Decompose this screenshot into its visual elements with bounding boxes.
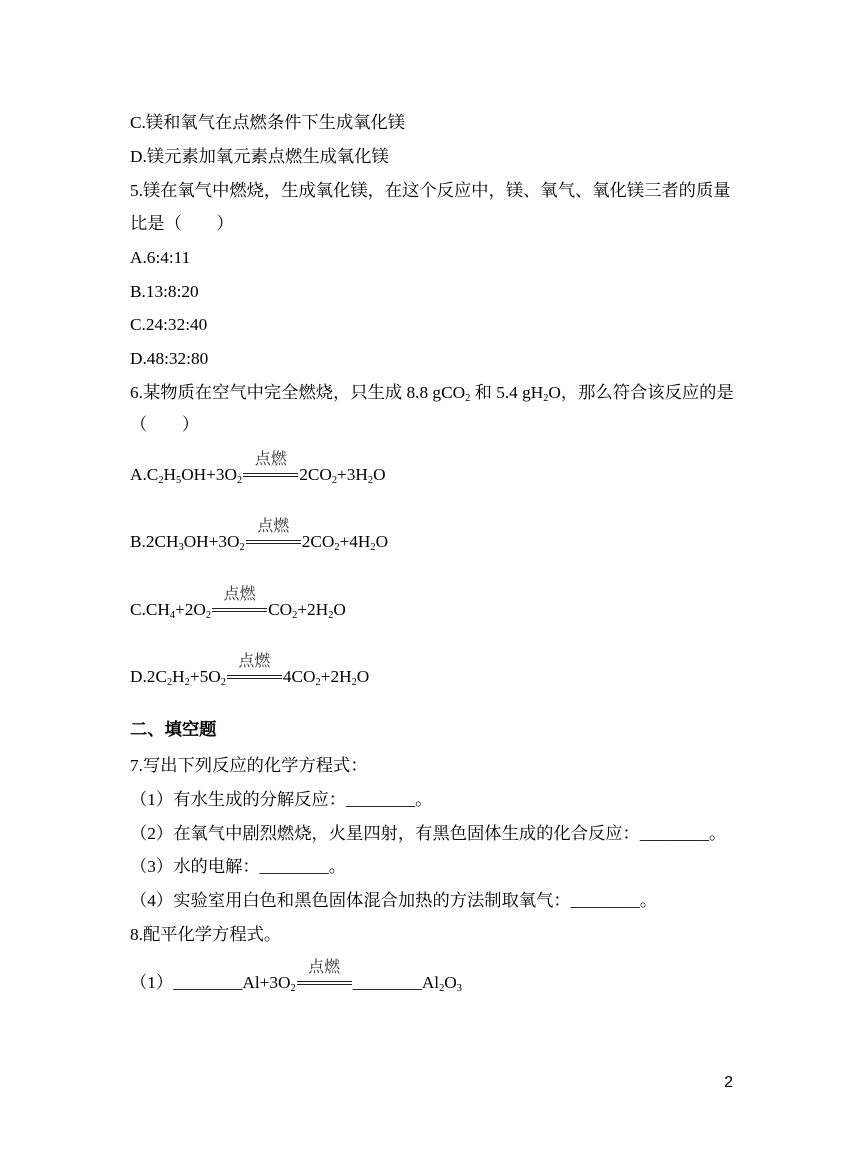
equation-products <box>422 973 462 992</box>
subscript: 2 <box>351 676 357 688</box>
equation-reactants <box>242 973 295 992</box>
formula-text: O，那么符合该反应的是 <box>548 383 734 402</box>
answer-blank: ________ <box>346 790 416 809</box>
subscript: 2 <box>290 982 296 994</box>
answer-blank: ________ <box>639 824 709 843</box>
condition-label: 点燃 <box>223 586 256 603</box>
formula-text: B.2CH <box>130 532 179 551</box>
item-end-punctuation: 。 <box>708 824 727 843</box>
formula-text: H <box>163 465 176 484</box>
double-line-yields-sign <box>227 675 282 679</box>
equation-reactants <box>130 532 245 551</box>
equation-products <box>268 600 346 619</box>
item-prompt: 在氧气中剧烈燃烧，火星四射，有黑色固体生成的化合反应： <box>173 824 640 843</box>
formula-text: C.CH <box>130 600 170 619</box>
formula-text: 2CO <box>301 532 335 551</box>
formula-text: O <box>375 532 389 551</box>
formula-text: +3H <box>337 465 368 484</box>
subscript: 2 <box>465 392 471 404</box>
subscript: 2 <box>315 676 321 688</box>
answer-blank: ________ <box>259 857 329 876</box>
question-5-option-c: C.24:32:40 <box>130 315 208 334</box>
question-5-stem-continued: 比是（ ） <box>130 214 234 233</box>
item-prompt: 实验室用白色和黑色固体混合加热的方法制取氧气： <box>173 891 571 910</box>
subscript: 2 <box>184 676 190 688</box>
subscript: 2 <box>239 541 245 553</box>
question-5-stem: 5.镁在氧气中燃烧，生成氧化镁，在这个反应中，镁、氧气、氧化镁三者的质量 <box>130 181 731 200</box>
formula-text: Al+3O <box>242 973 291 992</box>
formula-text: 4CO <box>282 667 316 686</box>
subscript: 2 <box>292 609 298 621</box>
condition-label: 点燃 <box>308 959 341 976</box>
formula-text: OH+3O <box>183 532 240 551</box>
question-6-option-d <box>130 653 730 694</box>
question-7-item-3 <box>130 850 730 884</box>
equation-reactants <box>130 600 211 619</box>
item-label: （1） <box>130 790 174 809</box>
formula-text: Al <box>421 973 440 992</box>
item-label: （1） <box>130 973 174 992</box>
question-8-item-1 <box>130 959 730 1000</box>
reaction-condition <box>246 518 301 559</box>
answer-blank: ________ <box>570 891 640 910</box>
subscript: 2 <box>370 541 376 553</box>
question-6-option-a <box>130 451 730 492</box>
subscript: 5 <box>176 474 182 486</box>
item-end-punctuation: 。 <box>639 891 658 910</box>
subscript: 2 <box>220 676 226 688</box>
subscript: 2 <box>367 474 374 486</box>
formula-text: O <box>373 465 386 484</box>
equation-reactants <box>130 667 226 686</box>
formula-text: +2O <box>175 600 206 619</box>
subscript: 4 <box>169 609 176 621</box>
condition-label: 点燃 <box>238 653 271 670</box>
condition-label: 点燃 <box>257 518 290 535</box>
formula-text: O <box>444 973 457 992</box>
formula-text: O <box>333 600 346 619</box>
double-line-yields-sign <box>243 473 298 477</box>
reaction-condition <box>297 959 352 1000</box>
subscript: 2 <box>543 392 549 404</box>
formula-text: 6.某物质在空气中完全燃烧，只生成 8.8 gCO <box>130 383 466 402</box>
formula-text: A.C <box>130 465 159 484</box>
item-label: （3） <box>130 857 174 876</box>
reaction-condition <box>243 451 298 492</box>
subscript: 2 <box>237 474 243 486</box>
equation-products <box>299 465 385 484</box>
item-label: （4） <box>130 891 174 910</box>
question-4-option-d: D.镁元素加氧元素点燃生成氧化镁 <box>130 147 389 166</box>
condition-label: 点燃 <box>254 451 287 468</box>
equation-reactants <box>130 465 242 484</box>
question-6-option-b <box>130 518 730 559</box>
formula-text: O <box>356 667 370 686</box>
page-number: 2 <box>724 1074 733 1091</box>
subscript: 2 <box>158 474 164 486</box>
question-5-option-d: D.48:32:80 <box>130 349 209 368</box>
formula-text: 2CO <box>299 465 332 484</box>
subscript: 2 <box>331 474 338 486</box>
subscript: 2 <box>439 982 445 994</box>
question-7-stem: 7.写出下列反应的化学方程式： <box>130 756 368 775</box>
question-7-item-4 <box>130 884 730 918</box>
coefficient-blank: ________ <box>173 973 243 992</box>
formula-text: D.2C <box>130 667 167 686</box>
question-7-item-1 <box>130 783 730 817</box>
question-7-item-2 <box>130 817 730 851</box>
coefficient-blank: ________ <box>352 973 422 992</box>
formula-text: OH+3O <box>181 465 238 484</box>
question-5-option-a: A.6:4:11 <box>130 248 191 267</box>
question-8-stem: 8.配平化学方程式。 <box>130 925 282 944</box>
double-line-yields-sign <box>246 540 301 544</box>
question-6-stem-continued: （ ） <box>130 415 200 434</box>
formula-text: +5O <box>189 667 221 686</box>
item-end-punctuation: 。 <box>415 790 433 809</box>
subscript: 2 <box>205 609 212 621</box>
formula-text: H <box>172 667 185 686</box>
item-prompt: 有水生成的分解反应： <box>173 790 347 809</box>
formula-text: +4H <box>339 532 371 551</box>
question-6-stem <box>130 376 734 410</box>
reaction-condition <box>212 586 267 627</box>
subscript: 2 <box>334 541 340 553</box>
equation-products <box>283 667 369 686</box>
subscript: 3 <box>178 541 184 553</box>
item-label: （2） <box>130 824 174 843</box>
subscript: 2 <box>328 609 334 621</box>
item-prompt: 水的电解： <box>173 857 260 876</box>
equation-products <box>302 532 388 551</box>
subscript: 3 <box>456 982 462 994</box>
formula-text: 和 5.4 gH <box>470 383 544 402</box>
reaction-condition <box>227 653 282 694</box>
question-5-option-b: B.13:8:20 <box>130 282 199 301</box>
question-4-option-c: C.镁和氧气在点燃条件下生成氧化镁 <box>130 113 406 132</box>
item-end-punctuation: 。 <box>328 857 347 876</box>
section-title: 二、填空题 <box>130 720 217 739</box>
double-line-yields-sign <box>212 608 267 612</box>
subscript: 2 <box>166 676 173 688</box>
formula-text: CO <box>268 600 293 619</box>
formula-text: +2H <box>320 667 352 686</box>
question-6-option-c <box>130 586 730 627</box>
formula-text: +2H <box>297 600 329 619</box>
double-line-yields-sign <box>297 981 352 985</box>
